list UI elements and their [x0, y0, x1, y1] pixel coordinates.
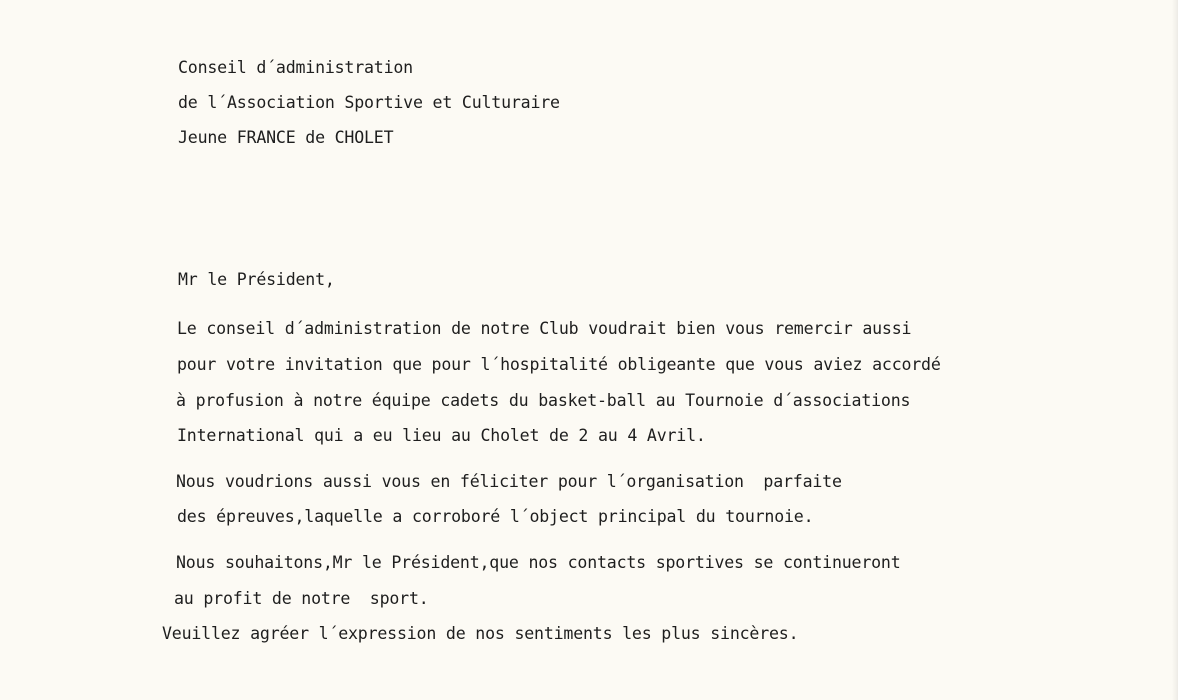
- paragraph-2-line-2: des épreuves,laquelle a corroboré l´object principal du tournoie.: [177, 507, 814, 526]
- paper-edge-shadow: [1172, 0, 1178, 700]
- recipient-line-1: Conseil d´administration: [178, 58, 413, 77]
- paragraph-3-line-2: au profit de notre sport.: [174, 589, 429, 608]
- paragraph-1-line-4: International qui a eu lieu au Cholet de 2 au 4 Avril.: [177, 426, 706, 445]
- paragraph-2-line-1: Nous voudrions aussi vous en féliciter pour l´organisation parfaite: [176, 472, 842, 491]
- recipient-line-3: Jeune FRANCE de CHOLET: [178, 128, 394, 147]
- paragraph-1-line-3: à profusion à notre équipe cadets du basket-ball au Tournoie d´associations: [176, 391, 911, 410]
- paragraph-1-line-1: Le conseil d´administration de notre Club voudrait bien vous remercir aussi: [177, 319, 912, 338]
- paragraph-1-line-2: pour votre invitation que pour l´hospitalité obligeante que vous aviez accordé: [177, 355, 941, 374]
- recipient-line-2: de l´Association Sportive et Culturaire: [178, 93, 560, 112]
- paragraph-3-line-1: Nous souhaitons,Mr le Président,que nos contacts sportives se continueront: [176, 553, 901, 572]
- salutation: Mr le Président,: [178, 270, 335, 289]
- closing-line: Veuillez agréer l´expression de nos sentiments les plus sincères.: [162, 624, 799, 643]
